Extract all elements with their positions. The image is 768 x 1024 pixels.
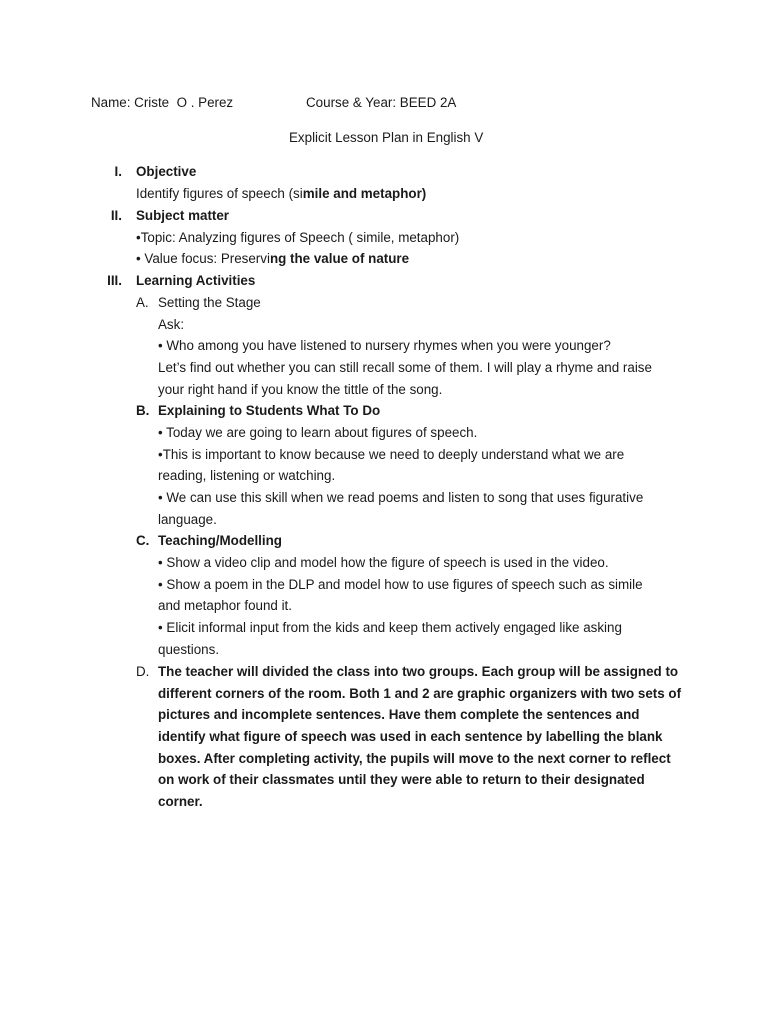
activity-b-line: language.	[158, 512, 217, 527]
activity-heading-a: Setting the Stage	[158, 295, 261, 310]
activity-letter-c: C.	[136, 533, 150, 548]
activity-c-line: • Show a poem in the DLP and model how to use figures of speech such as simile	[158, 577, 643, 592]
activity-heading-c: Teaching/Modelling	[158, 533, 282, 548]
activity-d-line: corner.	[158, 794, 203, 809]
activity-a-ask: Ask:	[158, 317, 185, 332]
activity-b-line: • We can use this skill when we read poems and listen to song that uses figurative	[158, 490, 644, 505]
activity-d-line: The teacher will divided the class into two groups. Each group will be assigned to	[158, 664, 679, 679]
activity-heading-b: Explaining to Students What To Do	[158, 403, 381, 418]
activity-d-line: on work of their classmates until they were able to return to their designated	[158, 772, 645, 787]
activity-d-line: boxes. After completing activity, the pupils will move to the next corner to reflect	[158, 751, 671, 766]
activity-b-line: reading, listening or watching.	[158, 468, 336, 483]
activity-c-line: and metaphor found it.	[158, 598, 292, 613]
section-heading-subject: Subject matter	[136, 208, 230, 223]
activity-a-line: Let’s find out whether you can still recall some of them. I will play a rhyme and raise	[158, 360, 652, 375]
activity-d-line: identify what figure of speech was used in each sentence by labelling the blank	[158, 729, 663, 744]
course-year: Course & Year: BEED 2A	[306, 95, 457, 110]
activity-letter-b: B.	[136, 403, 150, 418]
section-numeral-activities: III.	[107, 273, 122, 288]
subject-value-focus: • Value focus: Preserving the value of nature	[136, 251, 410, 266]
subject-topic: •Topic: Analyzing figures of Speech ( simile, metaphor)	[136, 230, 460, 245]
activity-c-line: • Show a video clip and model how the figure of speech is used in the video.	[158, 555, 609, 570]
document-title: Explicit Lesson Plan in English V	[289, 130, 484, 145]
student-name: Name: Criste O . Perez	[91, 95, 234, 110]
activity-letter-d: D.	[136, 664, 150, 679]
activity-b-line: • Today we are going to learn about figures of speech.	[158, 425, 478, 440]
activity-d-line: different corners of the room. Both 1 and 2 are graphic organizers with two sets of	[158, 686, 682, 701]
section-numeral-subject: II.	[110, 208, 122, 223]
objective-text: Identify figures of speech (simile and metaphor)	[136, 186, 427, 201]
activity-c-line: • Elicit informal input from the kids and keep them actively engaged like asking	[158, 620, 622, 635]
activity-letter-a: A.	[136, 295, 149, 310]
activity-a-line: • Who among you have listened to nursery rhymes when you were younger?	[158, 338, 611, 353]
activity-d-line: pictures and incomplete sentences. Have them complete the sentences and	[158, 707, 640, 722]
section-heading-objective: Objective	[136, 164, 197, 179]
activity-c-line: questions.	[158, 642, 220, 657]
section-numeral-objective: I.	[114, 164, 122, 179]
activity-b-line: •This is important to know because we need to deeply understand what we are	[158, 447, 625, 462]
activity-a-line: your right hand if you know the tittle of the song.	[158, 382, 443, 397]
section-heading-activities: Learning Activities	[136, 273, 256, 288]
